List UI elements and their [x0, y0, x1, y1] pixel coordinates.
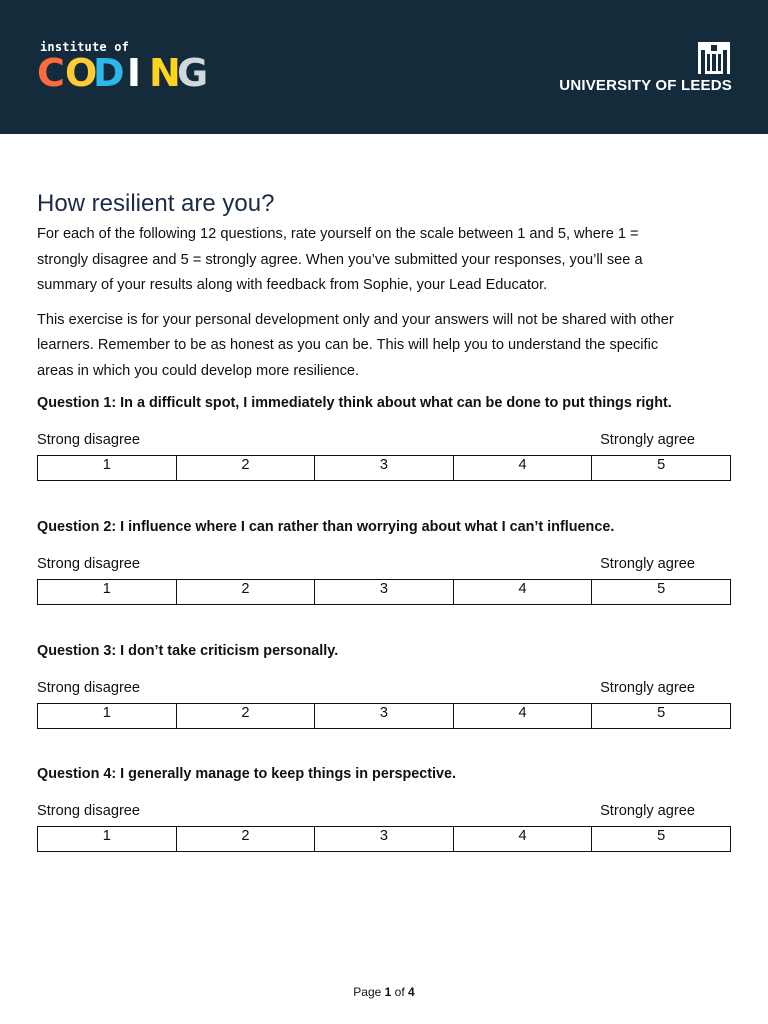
question-3 [37, 642, 731, 729]
rating-option[interactable]: 4 [453, 456, 592, 480]
page-title: How resilient are you? [37, 190, 275, 217]
intro-line: summary of your results along with feedback from Sophie, your Lead Educator. [37, 277, 548, 293]
scale-right-label: Strongly agree [600, 556, 695, 572]
main-content [37, 190, 731, 852]
question-2 [37, 518, 731, 605]
rating-option[interactable]: 2 [176, 827, 315, 851]
ioc-letter: I [126, 51, 142, 95]
intro-line: For each of the following 12 questions, rate yourself on the scale between 1 and 5, where 1 = [37, 226, 639, 242]
rating-option[interactable]: 4 [453, 704, 592, 728]
scale-left-label: Strong disagree [37, 680, 141, 696]
rating-option[interactable]: 3 [314, 456, 453, 480]
rating-option[interactable]: 5 [591, 704, 730, 728]
rating-scale [37, 703, 731, 729]
rating-option[interactable]: 1 [102, 457, 111, 473]
question-text: Question 1: In a difficult spot, I immediately think about what can be done to put things right. [37, 395, 672, 411]
ioc-letter: G [177, 51, 209, 95]
question-1 [37, 394, 731, 481]
privacy-paragraph [37, 308, 731, 385]
rating-option[interactable]: 3 [314, 704, 453, 728]
ioc-letter: O [65, 51, 98, 95]
rating-option[interactable]: 3 [314, 580, 453, 604]
ioc-letter: C [37, 51, 65, 95]
rating-option[interactable]: 4 [453, 827, 592, 851]
scale-left-label: Strong disagree [37, 432, 141, 448]
question-text: Question 2: I influence where I can rather than worrying about what I can’t influence. [37, 519, 615, 535]
rating-option[interactable]: 5 [591, 827, 730, 851]
of-word: of [394, 985, 405, 999]
rating-option[interactable]: 2 [176, 580, 315, 604]
total-pages-number: 4 [408, 985, 415, 999]
ioc-logo-small-text: institute of [40, 40, 130, 54]
rating-option[interactable]: 1 [102, 828, 111, 844]
rating-option[interactable]: 1 [102, 581, 111, 597]
university-name: UNIVERSITY OF LEEDS [559, 77, 732, 94]
rating-scale [37, 826, 731, 852]
scale-left-label: Strong disagree [37, 803, 141, 819]
rating-option[interactable]: 4 [453, 580, 592, 604]
university-of-leeds-logo [552, 42, 732, 94]
parkinson-tower-icon [698, 42, 730, 74]
scale-labels [37, 555, 731, 573]
intro-line: strongly disagree and 5 = strongly agree. When you’ve submitted your responses, you’ll see a [37, 251, 643, 268]
rating-scale [37, 579, 731, 605]
question-4 [37, 765, 731, 852]
rating-option[interactable]: 1 [102, 705, 111, 721]
rating-scale [37, 455, 731, 481]
scale-right-label: Strongly agree [600, 803, 695, 819]
rating-option[interactable]: 2 [176, 704, 315, 728]
question-text: Question 3: I don’t take criticism personally. [37, 643, 339, 659]
ioc-logo-wordmark [37, 51, 209, 95]
scale-right-label: Strongly agree [600, 432, 695, 448]
rating-option[interactable]: 3 [314, 827, 453, 851]
privacy-line: areas in which you could develop more resilience. [37, 362, 360, 379]
institute-of-coding-logo [37, 40, 237, 100]
rating-option[interactable]: 2 [176, 456, 315, 480]
scale-left-label: Strong disagree [37, 556, 141, 572]
page-word: Page [353, 985, 382, 999]
scale-labels [37, 431, 731, 449]
scale-right-label: Strongly agree [600, 680, 695, 696]
rating-option[interactable]: 5 [591, 456, 730, 480]
intro-paragraph [37, 222, 731, 299]
scale-labels [37, 802, 731, 820]
privacy-line: This exercise is for your personal development only and your answers will not be shared with other [37, 311, 674, 328]
rating-option[interactable]: 5 [591, 580, 730, 604]
scale-labels [37, 679, 731, 697]
page-footer [0, 985, 768, 999]
question-text: Question 4: I generally manage to keep things in perspective. [37, 766, 457, 782]
header-banner [0, 0, 768, 134]
current-page-number: 1 [384, 985, 392, 999]
ioc-letter: N [149, 51, 181, 95]
privacy-line: learners. Remember to be as honest as you can be. This will help you to understand the specific [37, 337, 659, 353]
ioc-letter: D [93, 51, 125, 95]
